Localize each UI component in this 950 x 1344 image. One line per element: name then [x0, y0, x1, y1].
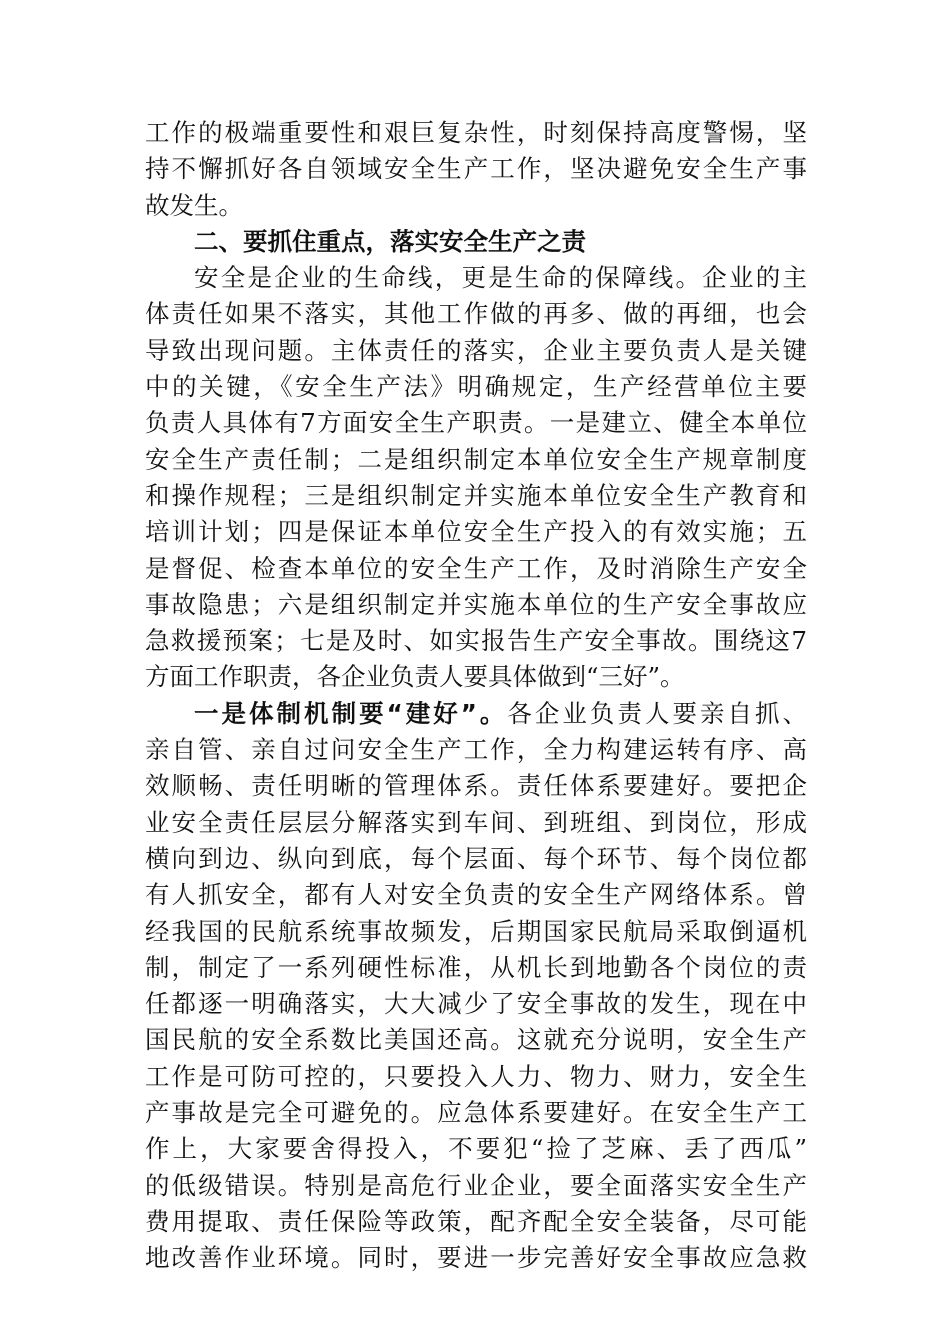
text-line: 产事故是完全可避免的。应急体系要建好。在安全生产工 — [145, 1098, 807, 1128]
text-line: 故发生。 — [145, 190, 243, 220]
text-line: 经我国的民航系统事故频发，后期国家民航局采取倒逼机 — [145, 916, 807, 946]
text-line: 费用提取、责任保险等政策，配齐配全安全装备，尽可能 — [145, 1206, 807, 1236]
text-line: 方面工作职责，各企业负责人要具体做到“三好”。 — [145, 662, 685, 692]
text-line: 是督促、检查本单位的安全生产工作，及时消除生产安全 — [145, 553, 807, 583]
responsibility-paragraph — [145, 260, 807, 696]
text-line: 负责人具体有7方面安全生产职责。一是建立、健全本单位 — [145, 408, 807, 438]
text-line: 业安全责任层层分解落实到车间、到班组、到岗位，形成 — [145, 807, 807, 837]
text-line: 培训计划；四是保证本单位安全生产投入的有效实施；五 — [145, 517, 807, 547]
text-line: 安全是企业的生命线，更是生命的保障线。企业的主 — [194, 263, 807, 293]
text-line: 工作是可防可控的，只要投入人力、物力、财力，安全生 — [145, 1061, 807, 1091]
text-line: 制，制定了一系列硬性标准，从机长到地勤各个岗位的责 — [145, 952, 807, 982]
text-line: 任都逐一明确落实，大大减少了安全事故的发生，现在中 — [145, 989, 807, 1019]
bold-lead-phrase: 一是体制机制要“建好”。 — [194, 698, 508, 728]
text-line: 工作的极端重要性和艰巨复杂性，时刻保持高度警惕，坚 — [145, 118, 807, 147]
text-line: 横向到边、纵向到底，每个层面、每个环节、每个岗位都 — [145, 843, 807, 873]
section-heading: 二、要抓住重点，落实安全生产之责 — [194, 226, 586, 256]
text-line: 亲自管、亲自过问安全生产工作，全力构建运转有序、高 — [145, 735, 807, 765]
text-line: 事故隐患；六是组织制定并实施本单位的生产安全事故应 — [145, 589, 807, 619]
text-line: 效顺畅、责任明晰的管理体系。责任体系要建好。要把企 — [145, 771, 807, 801]
text-line: 中的关键，《安全生产法》明确规定，生产经营单位主要 — [145, 372, 807, 402]
text-line: 急救援预案；七是及时、如实报告生产安全事故。围绕这7 — [145, 626, 807, 656]
text-line: 持不懈抓好各自领域安全生产工作，坚决避免安全生产事 — [145, 154, 807, 184]
text-line: 作上，大家要舍得投入，不要犯“捡了芝麻、丢了西瓜” — [145, 1134, 807, 1164]
system-mechanism-paragraph — [145, 696, 807, 1277]
text-line: 和操作规程；三是组织制定并实施本单位安全生产教育和 — [145, 480, 807, 510]
text-line: 体责任如果不落实，其他工作做的再多、做的再细，也会 — [145, 299, 807, 329]
text-line — [145, 696, 807, 732]
text-line: 有人抓安全，都有人对安全负责的安全生产网络体系。曾 — [145, 880, 807, 910]
text-line: 地改善作业环境。同时，要进一步完善好安全事故应急救 — [145, 1243, 807, 1273]
text-segment: 各企业负责人要亲自抓、 — [507, 698, 808, 728]
text-line: 的低级错误。特别是高危行业企业，要全面落实安全生产 — [145, 1170, 807, 1200]
text-line: 安全生产责任制；二是组织制定本单位安全生产规章制度 — [145, 444, 807, 474]
document-page — [145, 115, 807, 1277]
text-line: 导致出现问题。主体责任的落实，企业主要负责人是关键 — [145, 335, 807, 365]
text-line: 国民航的安全系数比美国还高。这就充分说明，安全生产 — [145, 1025, 807, 1055]
intro-paragraph — [145, 115, 807, 224]
